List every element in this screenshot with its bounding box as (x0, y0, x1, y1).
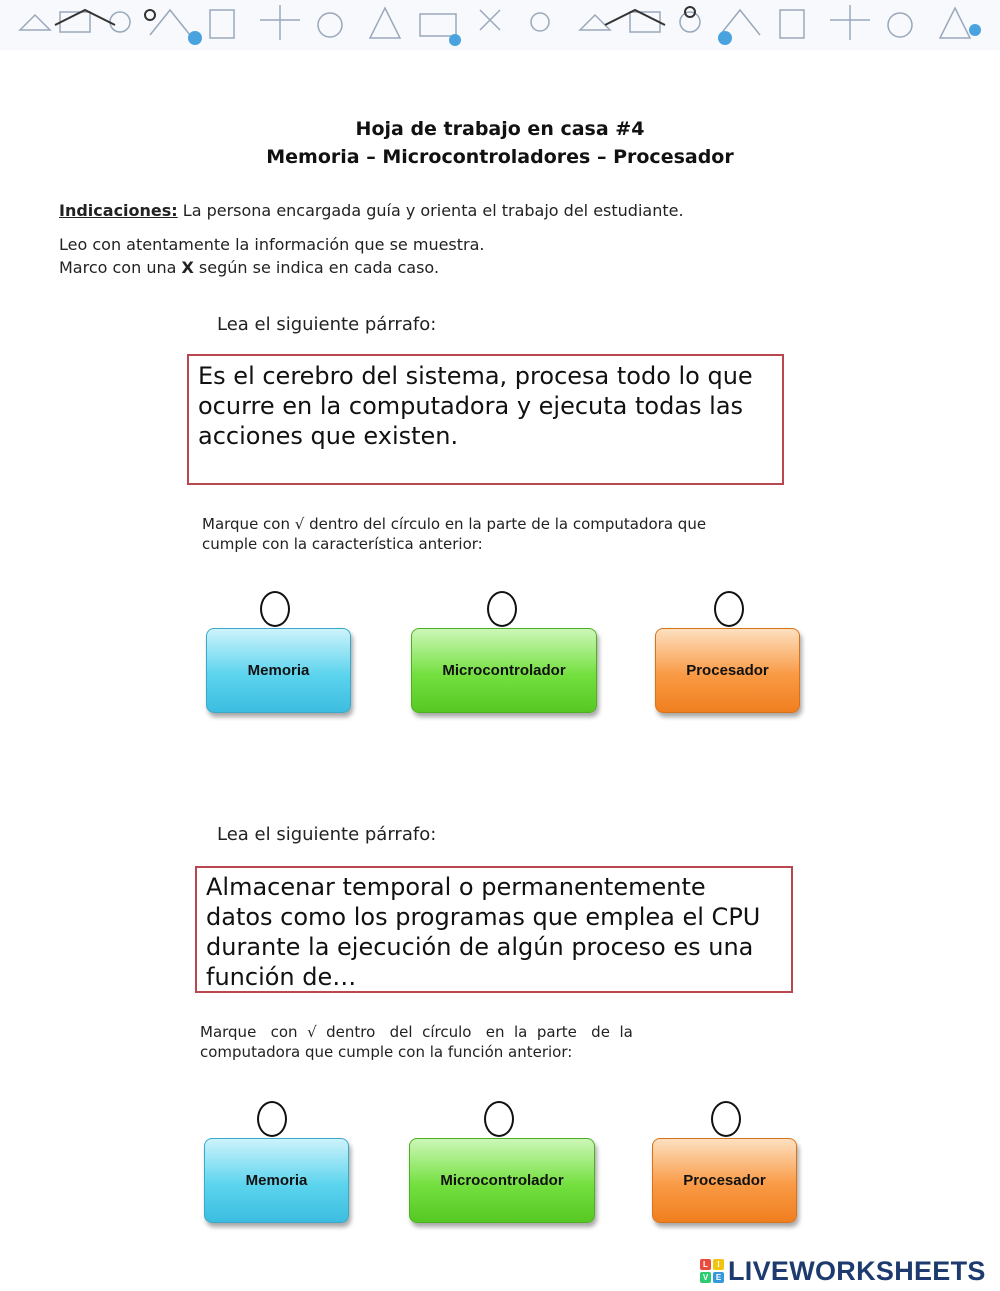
exercise2-option-procesador: Procesador (652, 1138, 797, 1223)
exercise1-paragraph-line-3: acciones que existen. (198, 422, 459, 450)
instruction-line-2 (59, 258, 439, 277)
decorative-banner (0, 0, 1000, 50)
exercise2-microcontrolador-circle[interactable] (484, 1101, 514, 1137)
exercise2-memoria-circle[interactable] (257, 1101, 287, 1137)
exercise2-paragraph-line-4: función de… (206, 963, 357, 991)
exercise2-paragraph-line-1: Almacenar temporal o permanentemente (206, 873, 706, 901)
exercise2-option-microcontrolador: Microcontrolador (409, 1138, 595, 1223)
liveworksheets-brand (700, 1255, 995, 1287)
exercise1-memoria-circle[interactable] (260, 591, 290, 627)
instruction-line-2-before: Marco con una (59, 258, 182, 277)
exercise2-instruction-line-2: computadora que cumple con la función anterior: (200, 1043, 573, 1061)
exercise1-option-procesador: Procesador (655, 628, 800, 713)
logo-letter-e: E (713, 1272, 724, 1283)
instructions-text: La persona encargada guía y orienta el trabajo del estudiante. (177, 201, 684, 220)
exercise1-procesador-circle[interactable] (714, 591, 744, 627)
liveworksheets-brand-text: LIVEWORKSHEETS (728, 1255, 986, 1286)
logo-letter-v: V (700, 1272, 711, 1283)
exercise1-microcontrolador-circle[interactable] (487, 591, 517, 627)
liveworksheets-logo-icon (700, 1259, 724, 1283)
exercise2-instruction (200, 1022, 778, 1062)
exercise1-paragraph-line-2: ocurre en la computadora y ejecuta todas las (198, 392, 744, 420)
exercise1-instruction-line-2: cumple con la característica anterior: (202, 535, 483, 553)
instruction-line-2-after: según se indica en cada caso. (193, 258, 440, 277)
instructions-label: Indicaciones: (59, 201, 178, 220)
exercise1-instruction (202, 514, 777, 554)
exercise2-paragraph-line-3: durante la ejecución de algún proceso es una (206, 933, 754, 961)
exercise2-option-memoria: Memoria (204, 1138, 349, 1223)
exercise2-read-prompt: Lea el siguiente párrafo: (217, 824, 437, 845)
exercise1-paragraph-box (187, 354, 784, 485)
exercise2-procesador-circle[interactable] (711, 1101, 741, 1137)
instruction-mark: X (181, 258, 194, 277)
logo-letter-i: I (713, 1259, 724, 1270)
exercise2-instruction-line-1: Marque con √ dentro del círculo en la parte de la (200, 1023, 633, 1041)
instruction-line-1: Leo con atentamente la información que se muestra. (59, 235, 485, 254)
school-doodles-icon (0, 0, 1000, 50)
exercise1-option-microcontrolador: Microcontrolador (411, 628, 597, 713)
exercise1-option-memoria: Memoria (206, 628, 351, 713)
exercise1-paragraph-line-1: Es el cerebro del sistema, procesa todo lo que (198, 362, 753, 390)
worksheet-subtitle: Memoria – Microcontroladores – Procesador (266, 146, 734, 168)
exercise1-instruction-line-1: Marque con √ dentro del círculo en la parte de la computadora que (202, 515, 707, 533)
exercise2-paragraph-line-2: datos como los programas que emplea el CPU (206, 903, 761, 931)
instructions (59, 201, 684, 220)
exercise2-paragraph-box (195, 866, 793, 993)
worksheet-title: Hoja de trabajo en casa #4 (355, 118, 645, 140)
logo-letter-l: L (700, 1259, 711, 1270)
exercise1-read-prompt: Lea el siguiente párrafo: (217, 314, 437, 335)
